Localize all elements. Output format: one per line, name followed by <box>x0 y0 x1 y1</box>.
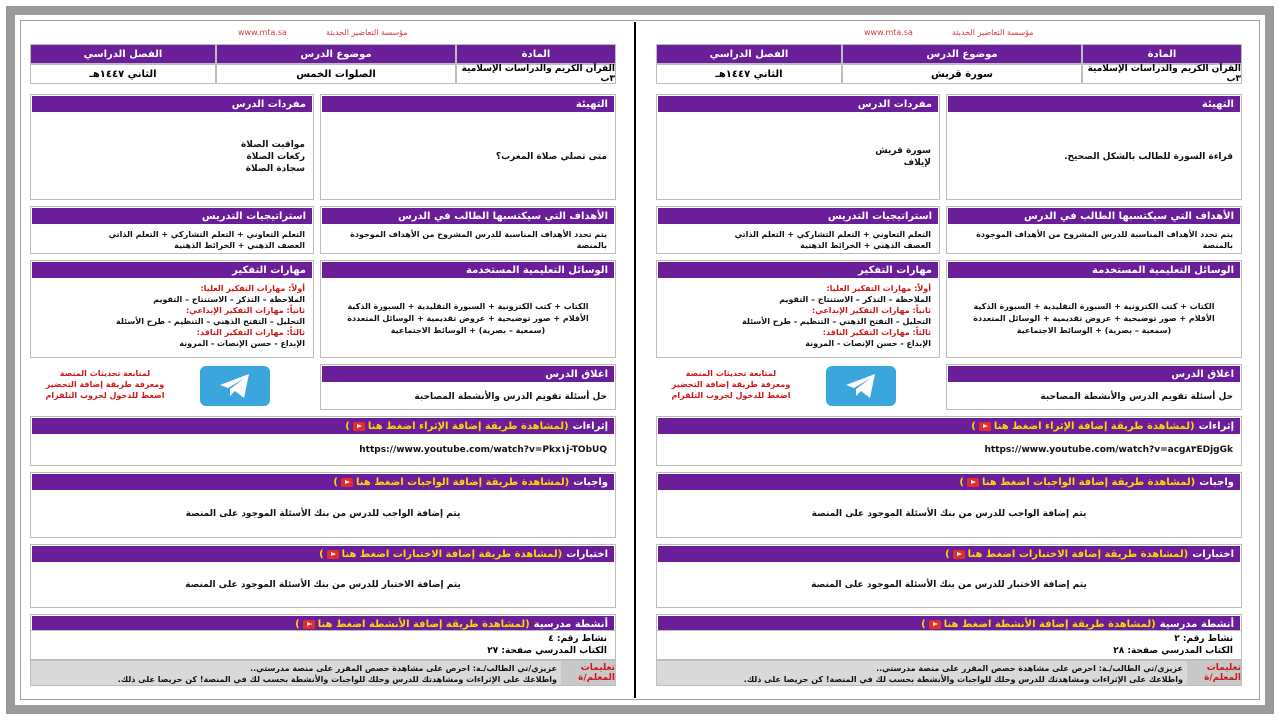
goals-title: الأهداف التي سيكتسبها الطالب في الدرس <box>947 207 1241 225</box>
thinking-heading: ثانياً: مهارات التفكير الإبداعي: <box>812 306 931 315</box>
homework-section <box>656 472 1242 538</box>
enrich-label: إثراءات <box>1198 420 1234 432</box>
term-value: الثاني ١٤٤٧هـ <box>656 64 842 84</box>
org-name: مؤسسة التعاضير الحديثة <box>952 28 1034 37</box>
promo-line: اضغط للدخول لجروب التلقرام <box>671 391 791 400</box>
book-page-value: ٢٧ <box>487 646 499 656</box>
vocab-box <box>30 94 314 200</box>
activity-no-value: ٢ <box>1174 634 1180 644</box>
tests-link[interactable]: (لمشاهدة طريقة إضافة الاختبارات اضغط هنا <box>341 548 563 560</box>
promo-line: ومعرفة طريقة إضافة التحضير <box>45 380 165 389</box>
thinking-heading: أولاً: مهارات التفكير العليا: <box>826 284 931 293</box>
thinking-title: مهارات التفكير <box>657 261 939 279</box>
homework-title[interactable] <box>657 473 1241 491</box>
closing-box <box>320 364 616 410</box>
subject-value: القرآن الكريم والدراسات الإسلامية ٣ب <box>1082 64 1242 84</box>
vocab-title: مفردات الدرس <box>657 95 939 113</box>
vocab-item: مواقيت الصلاة <box>240 140 305 150</box>
tests-text: يتم إضافة الاختبار للدرس من بنك الأسئلة الموجود على المنصة <box>185 580 461 590</box>
homework-title[interactable] <box>31 473 615 491</box>
telegram-icon[interactable] <box>200 366 270 406</box>
vocab-list <box>657 115 939 199</box>
thinking-text <box>31 281 313 357</box>
subject-value: القرآن الكريم والدراسات الإسلامية ٣ب <box>456 64 616 84</box>
youtube-icon[interactable] <box>953 550 965 559</box>
media-title: الوسائل التعليمية المستخدمة <box>321 261 615 279</box>
homework-label: واجبات <box>573 476 608 488</box>
closing-box <box>946 364 1242 410</box>
tests-label: اختبارات <box>1192 548 1234 560</box>
media-line: الكتاب + كتب الكترونية + السبورة التقليدية + السبورة الذكية <box>347 302 589 311</box>
strategies-box <box>656 206 940 254</box>
closing-text: حل أسئلة تقويم الدرس والأنشطة المصاحبة <box>1040 392 1233 402</box>
page-header <box>656 26 1242 40</box>
closing-title: اغلاق الدرس <box>321 365 615 383</box>
homework-link[interactable]: (لمشاهدة طريقة إضافة الواجبات اضغط هنا <box>981 476 1196 488</box>
goals-text: يتم تحدد الأهداف المناسبة للدرس المشروح من الأهداف الموجودة بالمنصة <box>350 230 607 250</box>
youtube-icon[interactable] <box>327 550 339 559</box>
vocab-box <box>656 94 940 200</box>
warmup-text: قراءة السورة للطالب بالشكل الصحيح. <box>1064 152 1233 162</box>
page-header <box>30 26 616 40</box>
paren: ) <box>959 476 964 488</box>
paren: ) <box>345 420 350 432</box>
activities-link[interactable]: (لمشاهدة طريقة إضافة الأنشطة اضغط هنا <box>317 618 530 630</box>
warmup-box <box>320 94 616 200</box>
media-line: الأقلام + صور توضيحية + عروض تقديمية + الوسائل المتعددة <box>347 314 589 323</box>
topic-value: سورة قريش <box>842 64 1082 84</box>
term-value: الثاني ١٤٤٧هـ <box>30 64 216 84</box>
vocab-item: سجادة الصلاة <box>245 164 305 174</box>
tests-title[interactable] <box>31 545 615 563</box>
thinking-line: التحليل – التفتح الذهني – التنظيم - طرح الأسئلة <box>742 317 931 326</box>
media-text <box>321 281 615 357</box>
activity-info <box>30 630 616 660</box>
warmup-title: التهيئة <box>947 95 1241 113</box>
tests-section <box>656 544 1242 608</box>
warmup-title: التهيئة <box>321 95 615 113</box>
media-line: الأقلام + صور توضيحية + عروض تقديمية + الوسائل المتعددة <box>973 314 1215 323</box>
thinking-line: التحليل – التفتح الذهني – التنظيم - طرح الأسئلة <box>116 317 305 326</box>
tests-text: يتم إضافة الاختبار للدرس من بنك الأسئلة الموجود على المنصة <box>811 580 1087 590</box>
youtube-icon[interactable] <box>303 620 315 629</box>
strategies-text <box>657 227 939 253</box>
lesson-plan-page <box>30 24 616 688</box>
thinking-heading: أولاً: مهارات التفكير العليا: <box>200 284 305 293</box>
strategies-line: العصف الذهني + الخرائط الذهنية <box>800 241 931 250</box>
media-title: الوسائل التعليمية المستخدمة <box>947 261 1241 279</box>
activity-number <box>665 633 1233 645</box>
paren: ) <box>921 618 926 630</box>
lesson-plan-page <box>656 24 1242 688</box>
term-header: الفصل الدراسي <box>30 44 216 64</box>
book-page-value: ٢٨ <box>1113 646 1125 656</box>
instructions-line: واطلاعك على الإثراءات ومشاهدتك للدرس وحلك للواجبات والأنشطة بحسب لك في المنصة! كن حريصا على ذلك. <box>743 675 1183 684</box>
media-box <box>946 260 1242 358</box>
strategies-title: استراتيجيات التدريس <box>31 207 313 225</box>
paren: ) <box>295 618 300 630</box>
telegram-promo[interactable] <box>30 368 180 401</box>
instructions-line: واطلاعك على الإثراءات ومشاهدتك للدرس وحلك للواجبات والأنشطة بحسب لك في المنصة! كن حريصا على ذلك. <box>117 675 557 684</box>
thinking-heading: ثالثاً: مهارات التفكير الناقد: <box>196 328 305 337</box>
vocab-item: لإيلاف <box>903 158 931 168</box>
activities-label: أنشطة مدرسية <box>533 618 608 630</box>
enrich-label: إثراءات <box>572 420 608 432</box>
tests-label: اختبارات <box>566 548 608 560</box>
thinking-line: الملاحظة – التذكر – الاستنتاج – التقويم <box>779 295 931 304</box>
promo-line: لمتابعة تحديثات المنصة <box>59 369 151 378</box>
enrich-link[interactable]: (لمشاهدة طريقة إضافة الإثراء اضغط هنا <box>993 420 1195 432</box>
closing-title: اغلاق الدرس <box>947 365 1241 383</box>
enrich-title[interactable] <box>31 417 615 435</box>
activity-no-label: نشاط رقم: <box>1182 634 1233 644</box>
site-url[interactable]: www.mta.sa <box>238 28 287 37</box>
activity-info <box>656 630 1242 660</box>
telegram-promo[interactable] <box>656 368 806 401</box>
media-line: (سمعية – بصرية) + الوسائط الاجتماعية <box>1016 326 1172 335</box>
promo-line: اضغط للدخول لجروب التلقرام <box>45 391 165 400</box>
topic-header: موضوع الدرس <box>216 44 456 64</box>
enrich-url[interactable]: https://www.youtube.com/watch?v=Pkx١j-TObUQ <box>359 445 607 455</box>
thinking-box <box>656 260 940 358</box>
subject-header: المادة <box>1082 44 1242 64</box>
instructions-line: عزيزي/تي الطالب/ـة: احرص على مشاهدة حصص المقرر على منصة مدرستي.. <box>250 664 557 673</box>
goals-box <box>320 206 616 254</box>
homework-section <box>30 472 616 538</box>
thinking-line: الإبداع - حسن الإنصات - المرونة <box>179 339 305 348</box>
warmup-box <box>946 94 1242 200</box>
paren: ) <box>333 476 338 488</box>
term-header: الفصل الدراسي <box>656 44 842 64</box>
instructions-line: عزيزي/تي الطالب/ـة: احرص على مشاهدة حصص المقرر على منصة مدرستي.. <box>876 664 1183 673</box>
youtube-icon[interactable] <box>353 422 365 431</box>
paren: ) <box>319 548 324 560</box>
promo-line: لمتابعة تحديثات المنصة <box>685 369 777 378</box>
page-divider <box>634 22 636 698</box>
thinking-heading: ثالثاً: مهارات التفكير الناقد: <box>822 328 931 337</box>
org-name: مؤسسة التعاضير الحديثة <box>326 28 408 37</box>
enrich-title[interactable] <box>657 417 1241 435</box>
topic-header: موضوع الدرس <box>842 44 1082 64</box>
instructions-text <box>661 663 1183 685</box>
activities-label: أنشطة مدرسية <box>1159 618 1234 630</box>
info-table <box>30 44 616 84</box>
activity-no-label: نشاط رقم: <box>556 634 607 644</box>
closing-text: حل أسئلة تقويم الدرس والأنشطة المصاحبة <box>414 392 607 402</box>
media-box <box>320 260 616 358</box>
thinking-title: مهارات التفكير <box>31 261 313 279</box>
site-url[interactable]: www.mta.sa <box>864 28 913 37</box>
strategies-box <box>30 206 314 254</box>
strategies-text <box>31 227 313 253</box>
activity-number <box>39 633 607 645</box>
homework-text: يتم إضافة الواجب للدرس من بنك الأسئلة الموجود على المنصة <box>185 509 461 519</box>
paren: ) <box>945 548 950 560</box>
tests-section <box>30 544 616 608</box>
tests-title[interactable] <box>657 545 1241 563</box>
activities-link[interactable]: (لمشاهدة طريقة إضافة الأنشطة اضغط هنا <box>943 618 1156 630</box>
book-page <box>39 645 607 657</box>
instructions-label: تعليمات المعلم/ة <box>561 661 615 685</box>
goals-text: يتم تحدد الأهداف المناسبة للدرس المشروح من الأهداف الموجودة بالمنصة <box>976 230 1233 250</box>
instructions-box <box>30 660 616 686</box>
homework-link[interactable]: (لمشاهدة طريقة إضافة الواجبات اضغط هنا <box>355 476 570 488</box>
thinking-box <box>30 260 314 358</box>
book-page-label: الكتاب المدرسي صفحة: <box>501 646 607 656</box>
youtube-icon[interactable] <box>929 620 941 629</box>
strategies-line: التعلم التعاوني + التعلم التشاركي + التعلم الذاتي <box>734 230 931 239</box>
thinking-line: الملاحظة – التذكر – الاستنتاج – التقويم <box>153 295 305 304</box>
vocab-list <box>31 115 313 199</box>
enrich-section <box>656 416 1242 466</box>
instructions-text <box>35 663 557 685</box>
goals-title: الأهداف التي سيكتسبها الطالب في الدرس <box>321 207 615 225</box>
instructions-box <box>656 660 1242 686</box>
media-text <box>947 281 1241 357</box>
subject-header: المادة <box>456 44 616 64</box>
enrich-link[interactable]: (لمشاهدة طريقة إضافة الإثراء اضغط هنا <box>367 420 569 432</box>
youtube-icon[interactable] <box>967 478 979 487</box>
activity-no-value: ٤ <box>548 634 554 644</box>
book-page <box>665 645 1233 657</box>
thinking-heading: ثانياً: مهارات التفكير الإبداعي: <box>186 306 305 315</box>
promo-line: ومعرفة طريقة إضافة التحضير <box>671 380 791 389</box>
tests-link[interactable]: (لمشاهدة طريقة إضافة الاختبارات اضغط هنا <box>967 548 1189 560</box>
enrich-section <box>30 416 616 466</box>
media-line: (سمعية – بصرية) + الوسائط الاجتماعية <box>390 326 546 335</box>
vocab-item: سورة قريش <box>875 146 931 156</box>
warmup-text: متى تصلي صلاة المغرب؟ <box>495 152 607 162</box>
youtube-icon[interactable] <box>979 422 991 431</box>
thinking-line: الإبداع - حسن الإنصات - المرونة <box>805 339 931 348</box>
info-table <box>656 44 1242 84</box>
enrich-url[interactable]: https://www.youtube.com/watch?v=acg٨٣EDjgGk <box>984 445 1233 455</box>
strategies-title: استراتيجيات التدريس <box>657 207 939 225</box>
goals-box <box>946 206 1242 254</box>
vocab-item: ركعات الصلاة <box>246 152 305 162</box>
homework-label: واجبات <box>1199 476 1234 488</box>
youtube-icon[interactable] <box>341 478 353 487</box>
homework-text: يتم إضافة الواجب للدرس من بنك الأسئلة الموجود على المنصة <box>811 509 1087 519</box>
thinking-text <box>657 281 939 357</box>
strategies-line: العصف الذهني + الخرائط الذهنية <box>174 241 305 250</box>
media-line: الكتاب + كتب الكترونية + السبورة التقليدية + السبورة الذكية <box>973 302 1215 311</box>
instructions-label: تعليمات المعلم/ة <box>1187 661 1241 685</box>
topic-value: الصلوات الخمس <box>216 64 456 84</box>
book-page-label: الكتاب المدرسي صفحة: <box>1127 646 1233 656</box>
vocab-title: مفردات الدرس <box>31 95 313 113</box>
telegram-icon[interactable] <box>826 366 896 406</box>
strategies-line: التعلم التعاوني + التعلم التشاركي + التعلم الذاتي <box>108 230 305 239</box>
paren: ) <box>971 420 976 432</box>
